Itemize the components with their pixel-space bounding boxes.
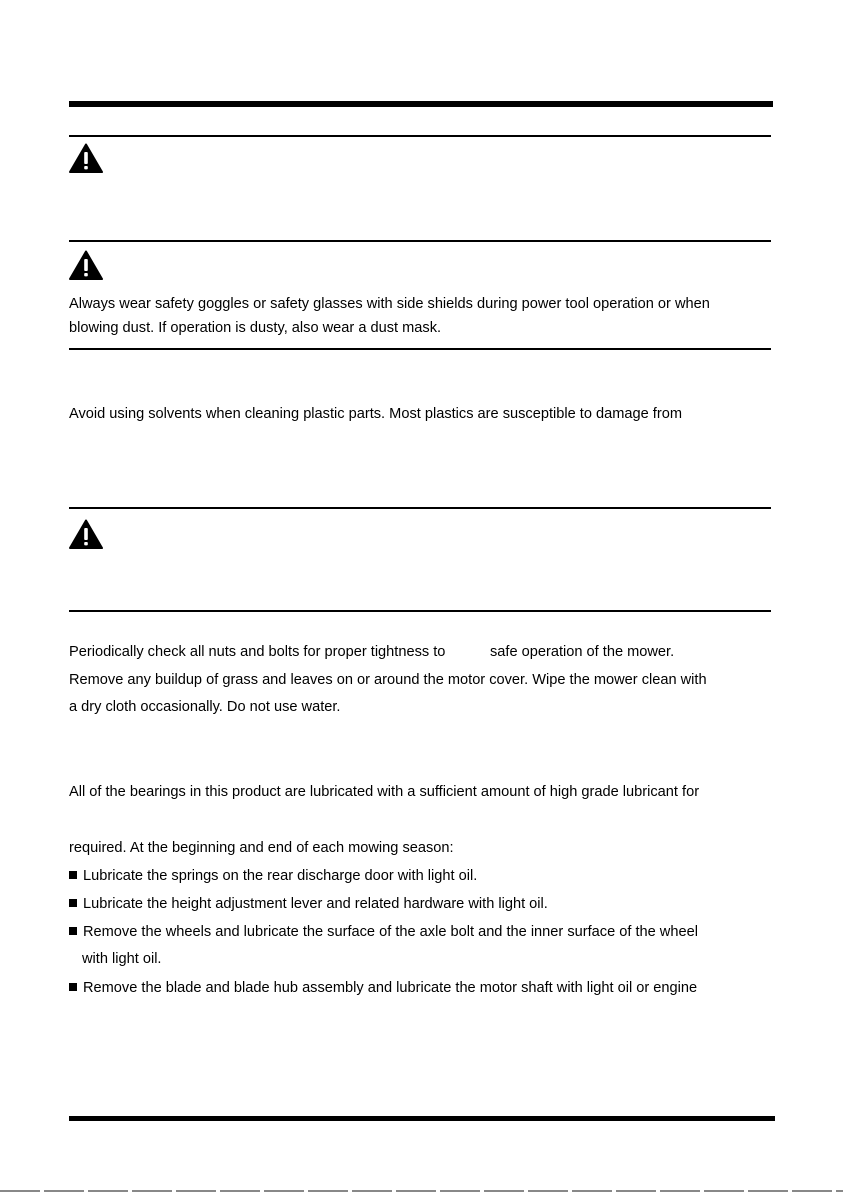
- header-rule: [69, 101, 773, 107]
- bullet-square-icon: [69, 983, 77, 991]
- lubrication-bullet: Lubricate the height adjustment lever and related hardware with light oil.: [69, 894, 548, 914]
- bullet-square-icon: [69, 899, 77, 907]
- lubrication-bullet: Remove the blade and blade hub assembly and lubricate the motor shaft with light oil or engine: [69, 978, 697, 998]
- warning-top-rule: [69, 240, 771, 242]
- safety-glasses-warning-line-1: Always wear safety goggles or safety glasses with side shields during power tool operation or when: [69, 296, 710, 312]
- maintenance-line: Periodically check all nuts and bolts for proper tightness to safe operation of the mower.: [69, 644, 675, 660]
- footer-rule: [69, 1116, 775, 1121]
- warning-bottom-rule: [69, 348, 771, 350]
- lubrication-intro: All of the bearings in this product are lubricated with a sufficient amount of high grade lubricant for: [69, 784, 700, 800]
- safety-glasses-warning-line-2: blowing dust. If operation is dusty, also wear a dust mask.: [69, 320, 442, 336]
- warning-top-rule: [69, 507, 771, 509]
- plastic-notice: Avoid using solvents when cleaning plastic parts. Most plastics are susceptible to damage from: [69, 406, 682, 422]
- lubrication-bullet: Remove the wheels and lubricate the surface of the axle bolt and the inner surface of the wheel: [69, 922, 698, 942]
- warning-top-rule: [69, 135, 771, 137]
- warning-triangle-icon: [69, 519, 103, 549]
- lubrication-required: required. At the beginning and end of each mowing season:: [69, 840, 454, 856]
- warning-triangle-icon: [69, 250, 103, 280]
- maintenance-line: a dry cloth occasionally. Do not use water.: [69, 699, 341, 715]
- warning-triangle-icon: [69, 143, 103, 173]
- maintenance-line: Remove any buildup of grass and leaves on or around the motor cover. Wipe the mower clean with: [69, 672, 707, 688]
- warning-bottom-rule: [69, 610, 771, 612]
- lubrication-bullet-continuation: with light oil.: [82, 951, 162, 967]
- bullet-square-icon: [69, 871, 77, 879]
- bullet-square-icon: [69, 927, 77, 935]
- lubrication-bullet: Lubricate the springs on the rear discharge door with light oil.: [69, 866, 477, 886]
